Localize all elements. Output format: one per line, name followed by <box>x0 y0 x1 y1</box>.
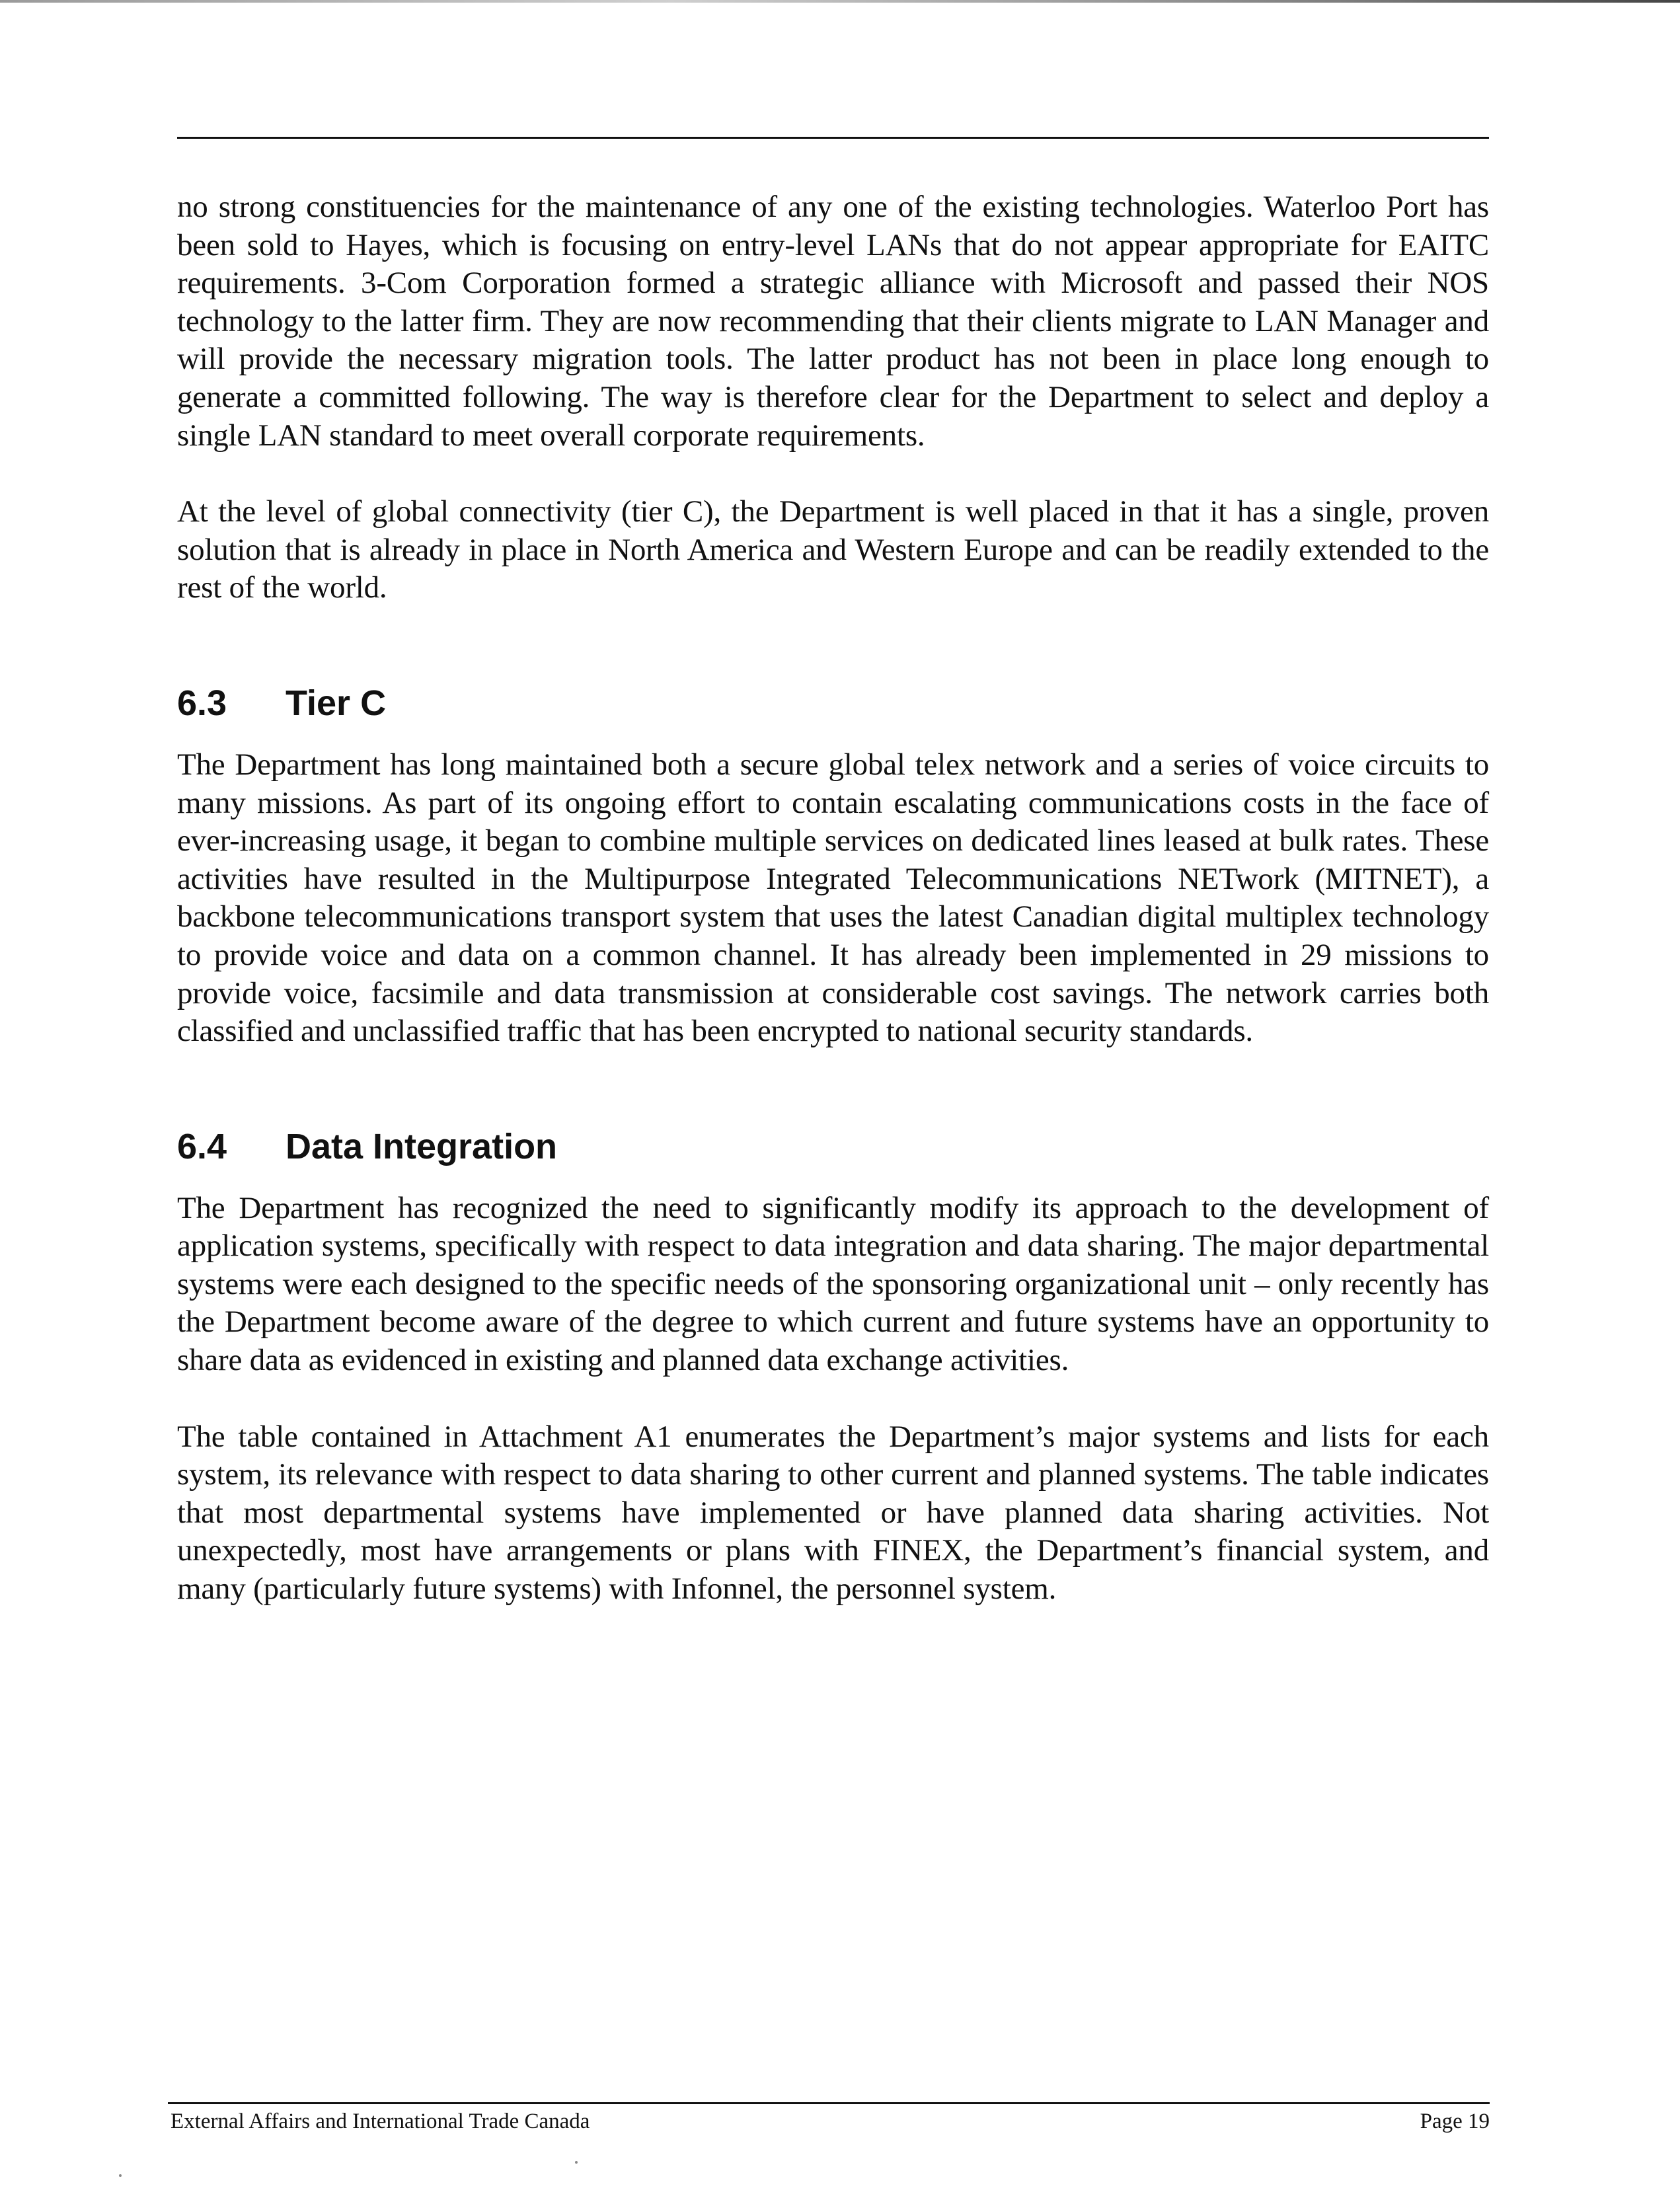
scan-speck <box>119 2174 122 2177</box>
paragraph-global-connectivity: At the level of global connectivity (tier C), the Department is well placed in that it has a single, proven solution that is already in place in North America and Western Europe and can be readily extended to the rest of the world. <box>177 494 1489 605</box>
footer-rule <box>168 2102 1490 2104</box>
footer-organization: External Affairs and International Trade Canada <box>171 2109 590 2133</box>
paragraph-tier-c: The Department has long maintained both a secure global telex network and a series of voice circuits to many missions. As part of its ongoing effort to contain escalating communications costs in the face of ever-increasing usage, it began to combine multiple services on dedicated lines leased at bulk rates. These activities have resulted in the Multipurpose Integrated Telecommunications NETwork (MITNET), a backbone telecommunications transport system that uses the latest Canadian digital multiplex technology to provide voice and data on a common channel. It has already been implemented in 29 missions to provide voice, facsimile and data transmission at considerable cost savings. The network carries both classified and unclassified traffic that has been encrypted to national security standards. <box>177 747 1489 1049</box>
section-heading-6-3 <box>177 680 1489 726</box>
paragraph-attachment-a1: The table contained in Attachment A1 enumerates the Department’s major systems and lists for each system, its relevance with respect to data sharing to other current and planned systems. The table indicates that most departmental systems have implemented or have planned data sharing activities. Not unexpectedly, most have arrangements or plans with FINEX, the Department’s financial system, and many (particularly future systems) with Infonnel, the personnel system. <box>177 1419 1489 1607</box>
section-title: Data Integration <box>286 1126 558 1166</box>
page-body <box>177 188 1489 1609</box>
section-number: 6.3 <box>177 683 227 723</box>
page-footer <box>171 2108 1490 2135</box>
paragraph-data-integration: The Department has recognized the need to significantly modify its approach to the development of application systems, specifically with respect to data integration and data sharing. The major departmental systems were each designed to the specific needs of the sponsoring organizational unit – only recently has the Department become aware of the degree to which current and future systems have an opportunity to share data as evidenced in existing and planned data exchange activities. <box>177 1190 1489 1378</box>
page-number: Page 19 <box>1420 2109 1490 2133</box>
paragraph-lan-standards: no strong constituencies for the maintenance of any one of the existing technologies. Waterloo Port has been sold to Hayes, which is focusing on entry-level LANs that do not appear appropriate for EAITC requirements. 3-Com Corporation formed a strategic alliance with Microsoft and passed their NOS technology to the latter firm. They are now recommending that their clients migrate to LAN Manager and will provide the necessary migration tools. The latter product has not been in place long enough to generate a committed following. The way is therefore clear for the Department to select and deploy a single LAN standard to meet overall corporate requirements. <box>177 190 1489 453</box>
section-title: Tier C <box>286 683 387 723</box>
section-number: 6.4 <box>177 1126 227 1166</box>
section-heading-6-4 <box>177 1123 1489 1170</box>
header-rule <box>177 137 1489 139</box>
scan-speck <box>575 2161 578 2164</box>
scan-top-edge <box>0 0 1680 3</box>
